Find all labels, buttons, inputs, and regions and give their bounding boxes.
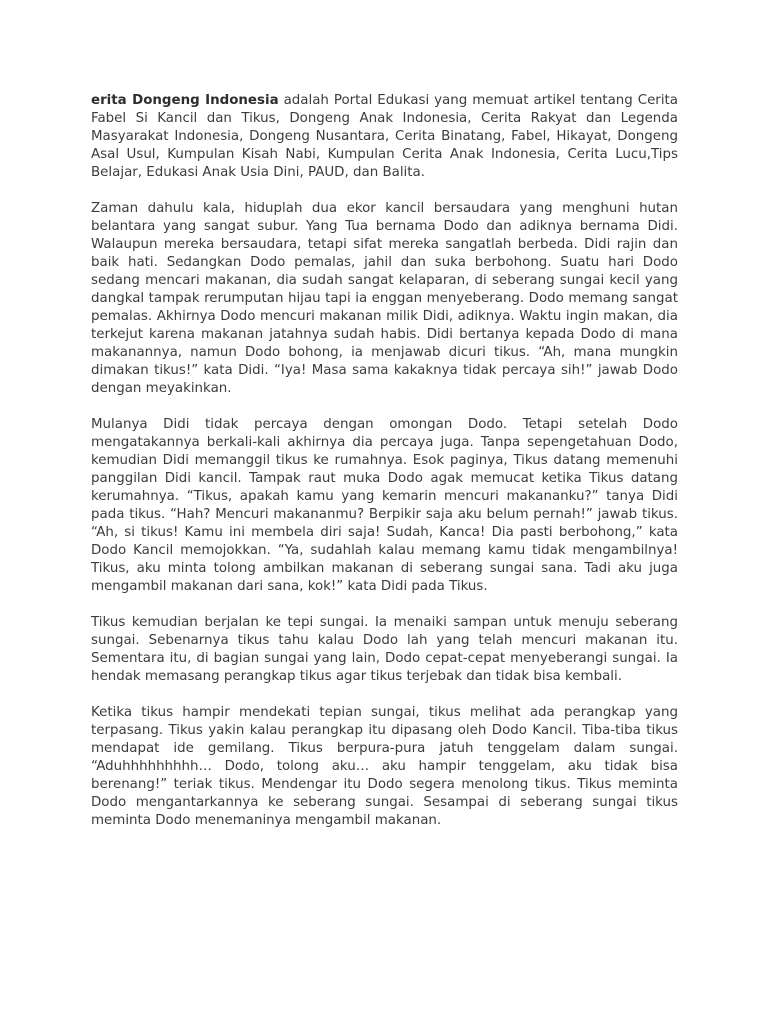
document-page [91, 92, 678, 830]
story-paragraph-4: Ketika tikus hampir mendekati tepian sungai, tikus melihat ada perangkap yang terpasang. Tikus yakin kalau perangkap itu dipasang oleh Dodo Kancil. Tiba-tiba tikus mendapat ide gemilang. Tikus berpura-pura jatuh tenggelam dalam sungai. “Aduhhhhhhhhh… Dodo, tolong aku… aku hampir tenggelam, aku tidak bisa berenang!” teriak tikus. Mendengar itu Dodo segera menolong tikus. Tikus meminta Dodo mengantarkannya ke seberang sungai. Sesampai di seberang sungai tikus meminta Dodo menemaninya mengambil makanan. [91, 705, 678, 828]
site-name: erita Dongeng Indonesia [91, 93, 279, 108]
story-paragraph-1: Zaman dahulu kala, hiduplah dua ekor kancil bersaudara yang menghuni hutan belantara yang sangat subur. Yang Tua bernama Dodo dan adiknya bernama Didi. Walaupun mereka bersaudara, tetapi sifat mereka sangatlah berbeda. Didi rajin dan baik hati. Sedangkan Dodo pemalas, jahil dan suka berbohong. Suatu hari Dodo sedang mencari makanan, dia sudah sangat kelaparan, di seberang sungai kecil yang dangkal tampak rerumputan hijau tapi ia enggan menyeberang. Dodo memang sangat pemalas. Akhirnya Dodo mencuri makanan milik Didi, adiknya. Waktu ingin makan, dia terkejut karena makanan jatahnya sudah habis. Didi bertanya kepada Dodo di mana makanannya, namun Dodo bohong, ia menjawab dicuri tikus. “Ah, mana mungkin dimakan tikus!” kata Didi. “Iya! Masa sama kakaknya tidak percaya sih!” jawab Dodo dengan meyakinkan. [91, 201, 678, 396]
intro-text: adalah Portal Edukasi yang memuat artikel tentang Cerita Fabel Si Kancil dan Tikus, Dongeng Anak Indonesia, Cerita Rakyat dan Legenda Masyarakat Indonesia, Dongeng Nusantara, Cerita Binatang, Fabel, Hikayat, Dongeng Asal Usul, Kumpulan Kisah Nabi, Kumpulan Cerita Anak Indonesia, Cerita Lucu,Tips Belajar, Edukasi Anak Usia Dini, PAUD, dan Balita. [91, 93, 678, 180]
intro-paragraph [91, 92, 678, 182]
story-paragraph-2: Mulanya Didi tidak percaya dengan omongan Dodo. Tetapi setelah Dodo mengatakannya berkali-kali akhirnya dia percaya juga. Tanpa sepengetahuan Dodo, kemudian Didi memanggil tikus ke rumahnya. Esok paginya, Tikus datang memenuhi panggilan Didi kancil. Tampak raut muka Dodo agak memucat ketika Tikus datang kerumahnya. “Tikus, apakah kamu yang kemarin mencuri makananku?” tanya Didi pada tikus. “Hah? Mencuri makananmu? Berpikir saja aku belum pernah!” jawab tikus. “Ah, si tikus! Kamu ini membela diri saja! Sudah, Kanca! Dia pasti berbohong,” kata Dodo Kancil memojokkan. “Ya, sudahlah kalau memang kamu tidak mengambilnya! Tikus, aku minta tolong ambilkan makanan di seberang sungai sana. Tadi aku juga mengambil makanan dari sana, kok!” kata Didi pada Tikus. [91, 417, 678, 594]
story-paragraph-3: Tikus kemudian berjalan ke tepi sungai. Ia menaiki sampan untuk menuju seberang sungai. Sebenarnya tikus tahu kalau Dodo lah yang telah mencuri makanan itu. Sementara itu, di bagian sungai yang lain, Dodo cepat-cepat menyeberangi sungai. Ia hendak memasang perangkap tikus agar tikus terjebak dan tidak bisa kembali. [91, 615, 678, 684]
